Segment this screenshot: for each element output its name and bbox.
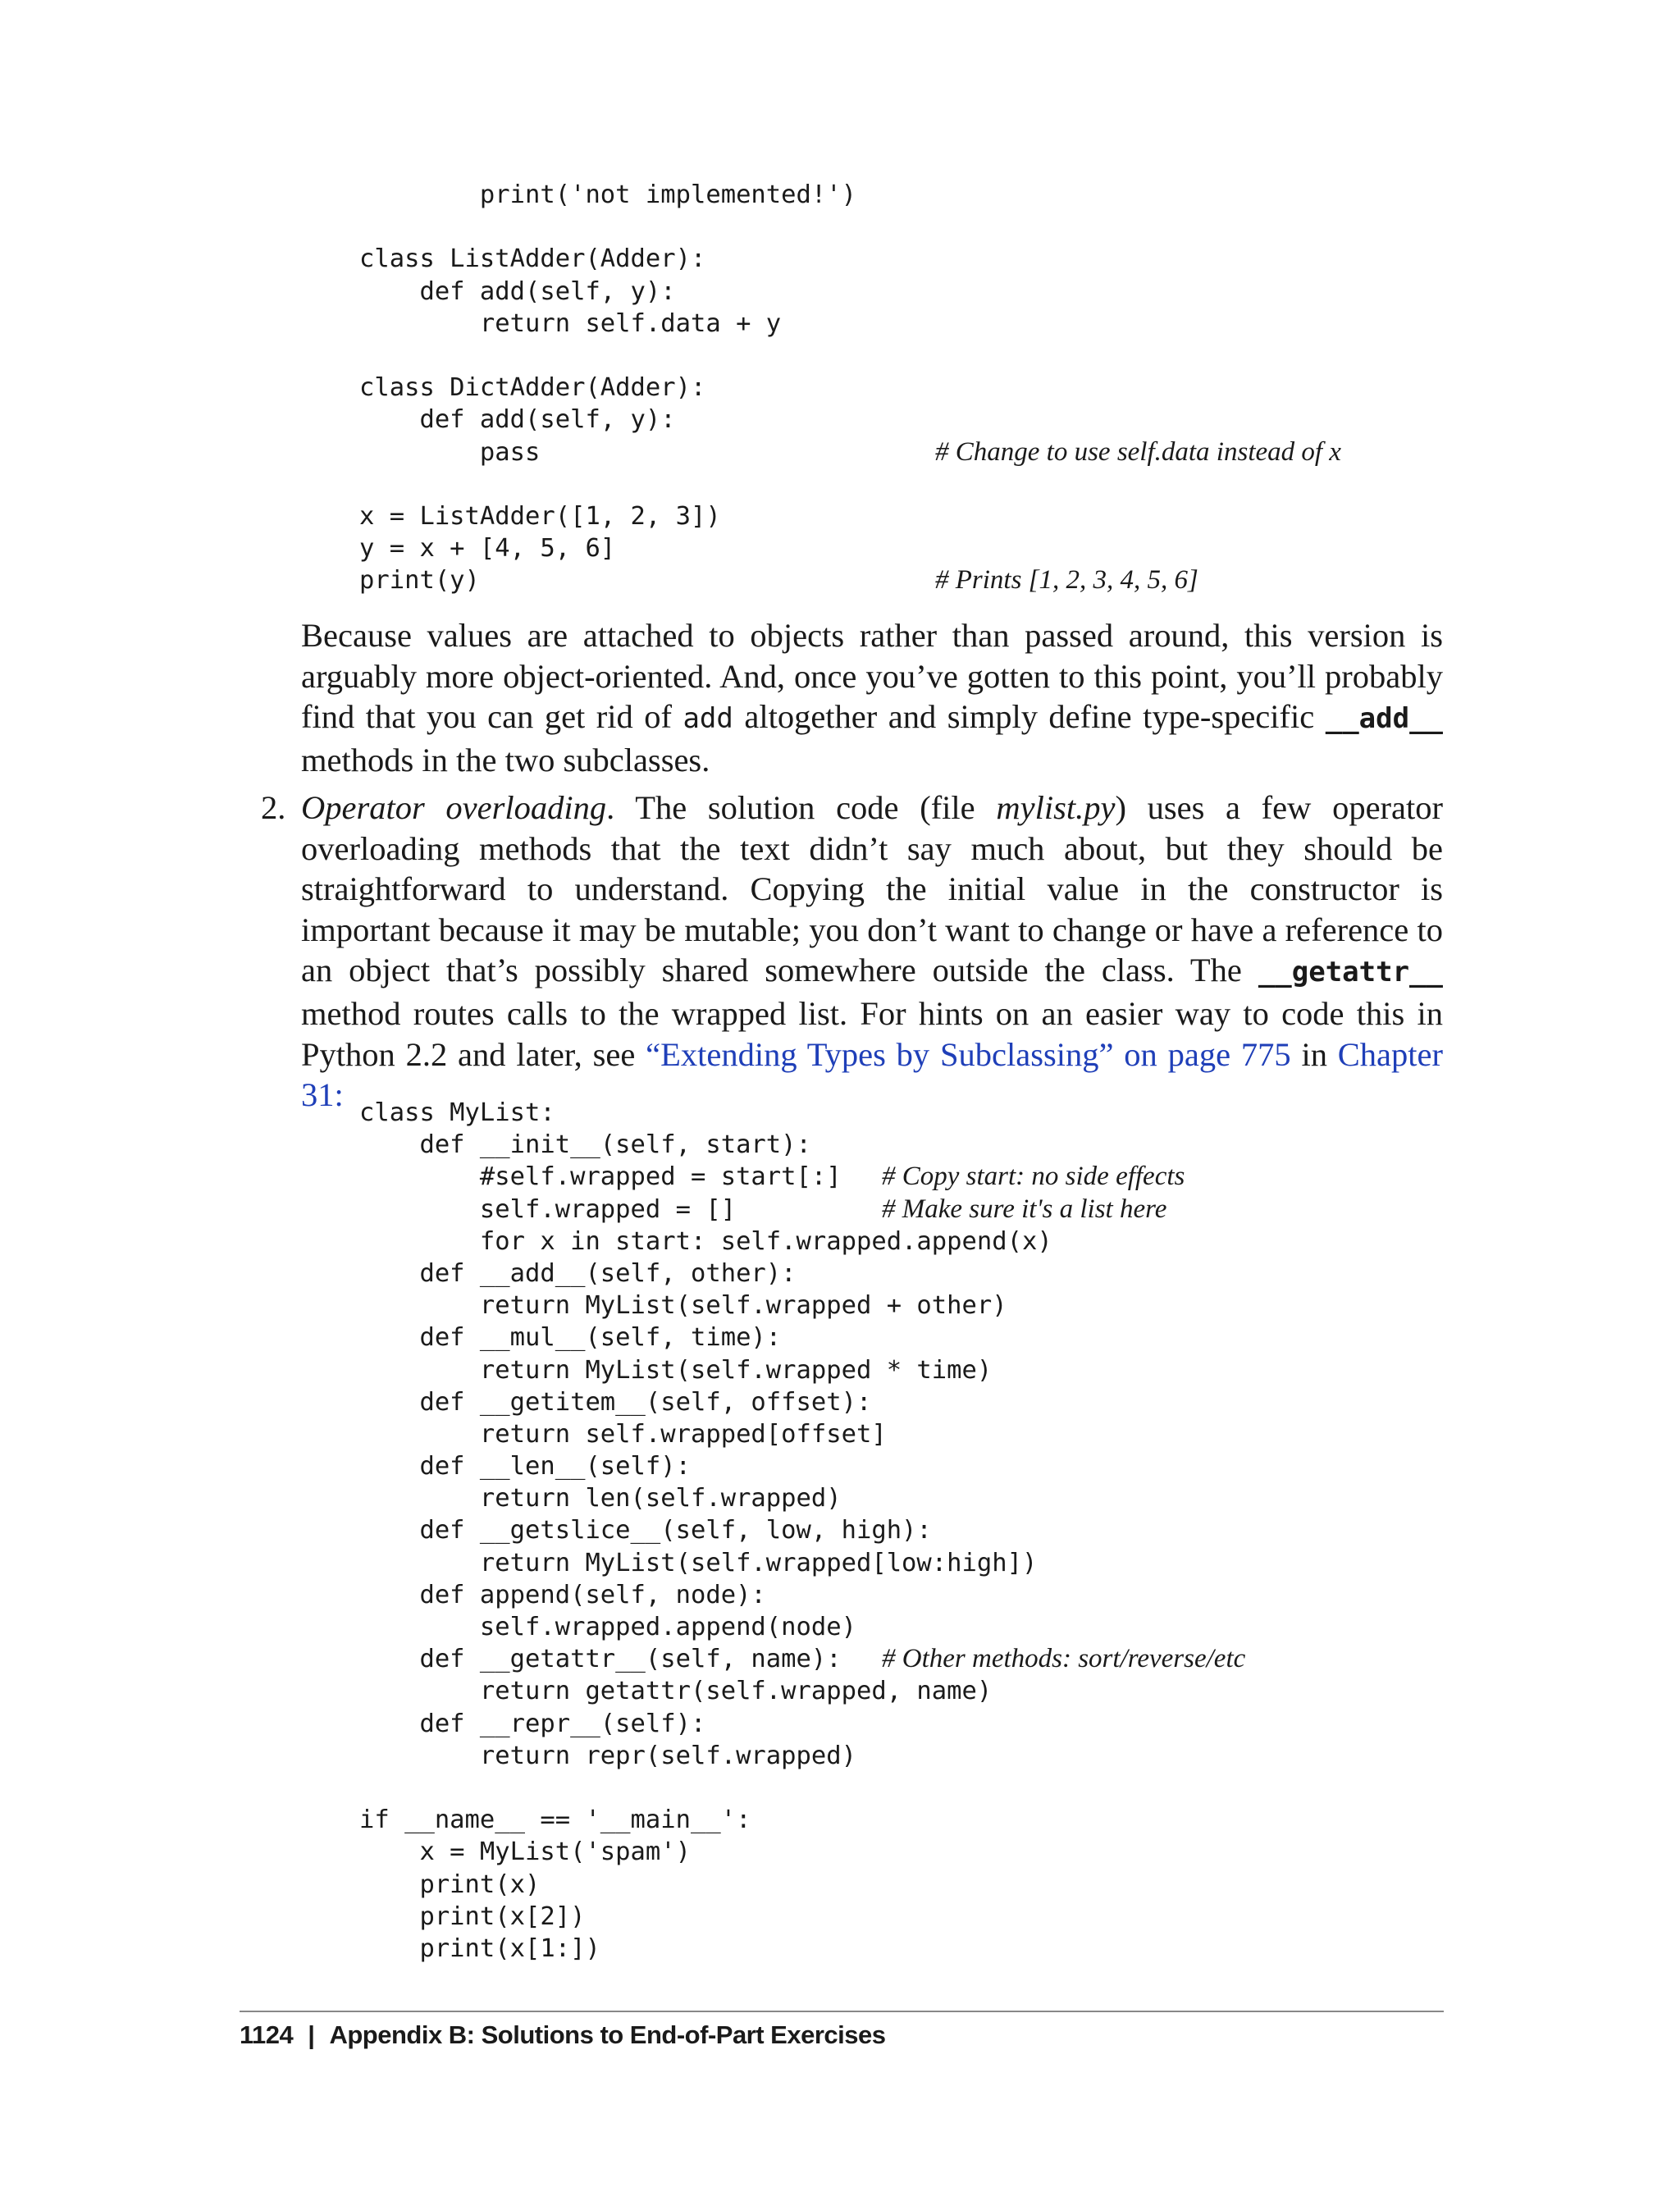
file-name: mylist.py xyxy=(996,789,1116,826)
code-line: def add(self, y): xyxy=(359,276,676,306)
code-line: for x in start: self.wrapped.append(x) xyxy=(359,1226,1052,1256)
footer-section-title: Appendix B: Solutions to End-of-Part Exercises xyxy=(329,2020,886,2049)
code-line: def __getitem__(self, offset): xyxy=(359,1387,872,1417)
code-line xyxy=(359,1772,1052,1804)
code-line: class ListAdder(Adder): xyxy=(359,244,706,274)
code-line: return MyList(self.wrapped + other) xyxy=(359,1291,1007,1321)
code-line: def __repr__(self): xyxy=(359,1709,706,1738)
code-line: if __name__ == '__main__': xyxy=(359,1806,751,1835)
code-line: x = ListAdder([1, 2, 3]) xyxy=(359,501,721,531)
code-line: pass # Change to use self.data instead of x xyxy=(359,436,856,468)
code-line: print(x[1:]) xyxy=(359,1933,600,1963)
inline-code: __add__ xyxy=(1325,702,1444,736)
body-paragraph: Because values are attached to objects rather than passed around, this version is arguably more object-oriented. And, once you’ve gotten to this point, you’ll probably find that you can get rid of add altogether and simply define type-specific __add__ methods in the two subclasses. xyxy=(301,617,1444,778)
code-line xyxy=(359,211,856,243)
inline-code: __getattr__ xyxy=(1258,956,1443,989)
footer-separator: | xyxy=(308,2020,315,2049)
list-item-paragraph: Operator overloading. The solution code (file mylist.py) uses a few operator overloading methods that the text didn’t say much about, but they should be straightforward to understand. Copying the initial value in the constructor is important because it may be mutable; you don’t want to change or have a reference to an object that’s possibly shared somewhere outside the class. The __getattr__ method routes calls to the wrapped list. For hints on an easier way to code this in Python 2.2 and later, see “Extending Types by Subclassing” on page 775 in Chapter 31: xyxy=(301,789,1444,1114)
code-line xyxy=(359,468,856,500)
inline-code: add xyxy=(682,702,733,736)
code-line: return repr(self.wrapped) xyxy=(359,1741,856,1770)
code-line: class MyList: xyxy=(359,1098,555,1127)
code-line: def __init__(self, start): xyxy=(359,1130,811,1160)
code-comment: # Make sure it's a list here xyxy=(882,1194,1167,1224)
code-comment: # Copy start: no side effects xyxy=(882,1162,1185,1192)
code-comment: # Other methods: sort/reverse/etc xyxy=(882,1644,1246,1674)
code-line: return len(self.wrapped) xyxy=(359,1484,842,1513)
page-footer xyxy=(240,2020,885,2050)
list-item-number: 2. xyxy=(261,789,286,826)
code-line: return self.wrapped[offset] xyxy=(359,1419,887,1449)
code-line: def __mul__(self, time): xyxy=(359,1323,782,1353)
code-block-2 xyxy=(359,1097,1246,1965)
code-line: y = x + [4, 5, 6] xyxy=(359,534,616,564)
code-line: x = MyList('spam') xyxy=(359,1838,691,1867)
page-number: 1124 xyxy=(240,2020,294,2049)
code-line: print(x[2]) xyxy=(359,1901,586,1931)
code-comment: # Prints [1, 2, 3, 4, 5, 6] xyxy=(935,565,1198,596)
code-block-1 xyxy=(359,179,1341,596)
footer-divider xyxy=(240,2011,1444,2012)
code-line: def __getslice__(self, low, high): xyxy=(359,1516,932,1545)
chapter-link[interactable]: Chapter 31 xyxy=(301,1035,1443,1114)
code-line: self.wrapped.append(node) xyxy=(359,1613,856,1641)
code-line: return MyList(self.wrapped * time) xyxy=(359,1355,993,1385)
code-line: print(y) # Prints [1, 2, 3, 4, 5, 6] xyxy=(359,564,856,596)
code-line: return getattr(self.wrapped, name) xyxy=(359,1677,993,1706)
code-line: print('not implemented!') xyxy=(359,180,856,209)
code-line: return MyList(self.wrapped[low:high]) xyxy=(359,1548,1038,1577)
item-title: Operator overloading xyxy=(301,789,607,826)
code-line: class DictAdder(Adder): xyxy=(359,373,706,403)
code-line: self.wrapped = [] # Make sure it's a list here xyxy=(359,1194,1052,1226)
code-line: print(x) xyxy=(359,1869,541,1899)
code-comment: # Change to use self.data instead of x xyxy=(935,436,1341,467)
code-line: def append(self, node): xyxy=(359,1580,766,1609)
code-line: def __len__(self): xyxy=(359,1452,691,1481)
code-line: def __getattr__(self, name): # Other methods: sort/reverse/etc xyxy=(359,1643,1052,1675)
code-line: def __add__(self, other): xyxy=(359,1258,797,1288)
code-line: #self.wrapped = start[:] # Copy start: no side effects xyxy=(359,1161,1052,1193)
code-line xyxy=(359,340,856,372)
code-line: return self.data + y xyxy=(359,308,782,338)
cross-reference-link[interactable]: “Extending Types by Subclassing” on page 775 xyxy=(646,1035,1291,1073)
code-line: def add(self, y): xyxy=(359,405,676,435)
